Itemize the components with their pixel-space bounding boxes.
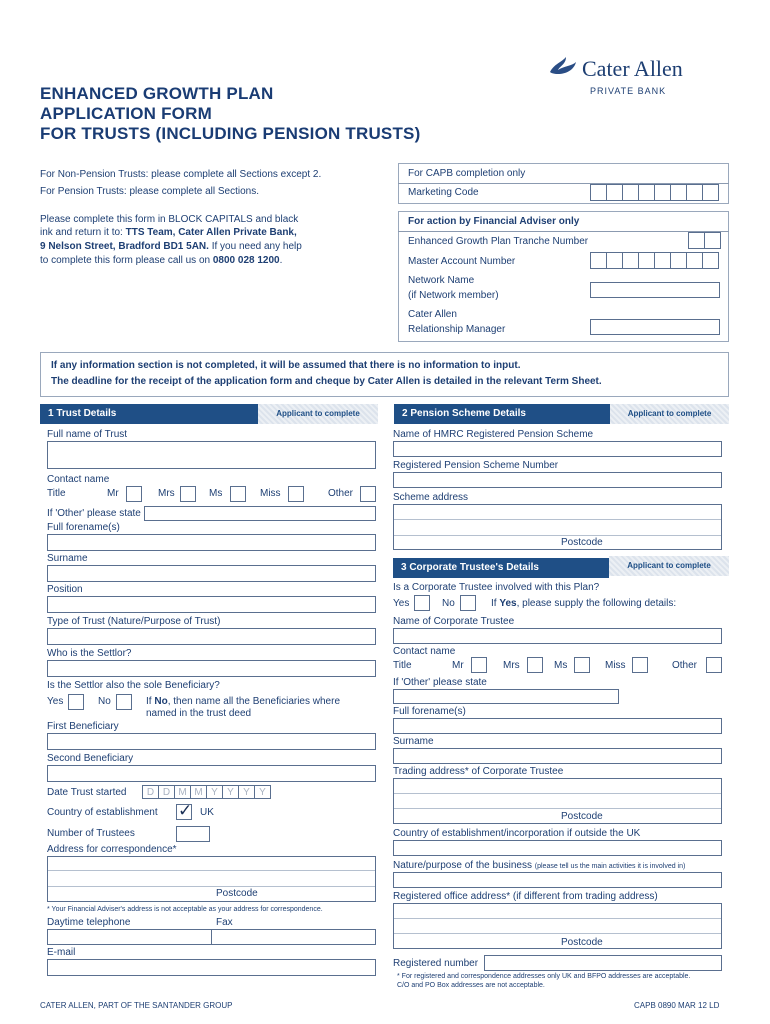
correspondence-label: Address for correspondence*	[47, 844, 177, 855]
if-other-label: If 'Other' please state	[47, 508, 141, 519]
if-no-label: If No, then name all the Beneficiaries where	[146, 696, 341, 707]
intro-p1: Please complete this form in BLOCK CAPITALS and black	[40, 214, 299, 225]
corp-forenames-label: Full forename(s)	[393, 706, 466, 717]
logo	[548, 54, 728, 100]
corp-forenames-field[interactable]	[393, 718, 722, 734]
date-cell: M	[174, 785, 191, 799]
corp-surname-label: Surname	[393, 736, 434, 747]
section1-applicant-badge: Applicant to complete	[258, 404, 378, 424]
surname-label: Surname	[47, 553, 88, 564]
corp-surname-field[interactable]	[393, 748, 722, 764]
section3-applicant-badge: Applicant to complete	[609, 556, 729, 576]
date-started-label: Date Trust started	[47, 787, 127, 798]
mr-label: Mr	[107, 488, 119, 499]
corp-yes-checkbox[interactable]	[414, 595, 430, 611]
scheme-number-field[interactable]	[393, 472, 722, 488]
settlor-label: Who is the Settlor?	[47, 648, 132, 659]
sole-no-label: No	[98, 696, 111, 707]
trading-postcode-label: Postcode	[561, 811, 603, 822]
scheme-address-field[interactable]	[393, 504, 722, 550]
other-checkbox[interactable]	[360, 486, 376, 502]
scheme-postcode-label: Postcode	[561, 537, 603, 548]
marketing-code-label: Marketing Code	[408, 187, 479, 198]
logo-name: Cater Allen	[582, 56, 683, 81]
corp-name-label: Name of Corporate Trustee	[393, 616, 515, 627]
trust-name-field[interactable]	[47, 441, 376, 469]
corp-miss-label: Miss	[605, 660, 626, 671]
ms-checkbox[interactable]	[230, 486, 246, 502]
section2-applicant-badge: Applicant to complete	[610, 404, 729, 424]
date-cell: Y	[254, 785, 271, 799]
trust-name-label: Full name of Trust	[47, 429, 128, 440]
email-field[interactable]	[47, 959, 376, 976]
capb-heading: For CAPB completion only	[408, 168, 526, 179]
sole-yes-label: Yes	[47, 696, 64, 707]
corp-footnote-1: * For registered and correspondence addresses only UK and BFPO addresses are acceptable.	[397, 973, 691, 980]
footer-left: CATER ALLEN, PART OF THE SANTANDER GROUP	[40, 1001, 233, 1010]
second-beneficiary-label: Second Beneficiary	[47, 753, 134, 764]
country-incorporation-field[interactable]	[393, 840, 722, 856]
hmrc-field[interactable]	[393, 441, 722, 457]
tranche-field[interactable]	[688, 232, 722, 249]
network-label-2: (if Network member)	[408, 290, 499, 301]
notice-line1: If any information section is not completed, it will be assumed that there is no information to input.	[51, 360, 521, 371]
flame-icon	[548, 56, 578, 80]
scheme-address-label: Scheme address	[393, 492, 469, 503]
address-footnote: * Your Financial Adviser's address is not acceptable as your address for correspondence.	[47, 906, 323, 913]
date-cell: D	[158, 785, 175, 799]
trading-address-field[interactable]	[393, 778, 722, 824]
date-cell: M	[190, 785, 207, 799]
date-cell: Y	[238, 785, 255, 799]
title-label: Title	[47, 488, 66, 499]
position-field[interactable]	[47, 596, 376, 613]
contact-name-label: Contact name	[47, 474, 110, 485]
corp-no-label: No	[442, 598, 455, 609]
master-account-label: Master Account Number	[408, 256, 516, 267]
date-started-field[interactable]	[142, 785, 278, 799]
country-label: Country of establishment	[47, 807, 158, 818]
intro-p2: ink and return it to: TTS Team, Cater Allen Private Bank,	[40, 227, 297, 238]
trust-type-label: Type of Trust (Nature/Purpose of Trust)	[47, 616, 221, 627]
notice-line2: The deadline for the receipt of the application form and cheque by Cater Allen is detailed in the relevant Term Sheet.	[51, 376, 602, 387]
first-beneficiary-label: First Beneficiary	[47, 721, 119, 732]
rm-field[interactable]	[590, 319, 720, 335]
country-incorporation-label: Country of establishment/incorporation if outside the UK	[393, 828, 641, 839]
logo-sub: PRIVATE BANK	[590, 86, 667, 96]
master-account-field[interactable]	[590, 252, 722, 269]
position-label: Position	[47, 584, 83, 595]
trading-address-label: Trading address* of Corporate Trustee	[393, 766, 564, 777]
reg-office-field[interactable]	[393, 903, 722, 949]
corp-miss-checkbox[interactable]	[632, 657, 648, 673]
scheme-number-label: Registered Pension Scheme Number	[393, 460, 559, 471]
intro-line2: For Pension Trusts: please complete all Sections.	[40, 186, 260, 197]
if-no-label-2: named in the trust deed	[146, 708, 252, 719]
corp-mrs-checkbox[interactable]	[527, 657, 543, 673]
sole-no-checkbox[interactable]	[116, 694, 132, 710]
corp-mrs-label: Mrs	[503, 660, 520, 671]
mr-checkbox[interactable]	[126, 486, 142, 502]
date-cell: Y	[206, 785, 223, 799]
rm-label-2: Relationship Manager	[408, 324, 506, 335]
forenames-label: Full forename(s)	[47, 522, 120, 533]
reg-number-field[interactable]	[484, 955, 722, 971]
network-field[interactable]	[590, 282, 720, 298]
corp-contact-label: Contact name	[393, 646, 456, 657]
corp-if-other-field[interactable]	[393, 689, 619, 704]
fax-label: Fax	[216, 917, 233, 928]
if-other-field[interactable]	[144, 506, 376, 521]
corp-other-label: Other	[672, 660, 698, 671]
corp-mr-label: Mr	[452, 660, 464, 671]
if-yes-label: If Yes, please supply the following details:	[491, 598, 677, 609]
adviser-heading: For action by Financial Adviser only	[408, 216, 580, 227]
settlor-field[interactable]	[47, 660, 376, 677]
forenames-field[interactable]	[47, 534, 376, 551]
corp-other-checkbox[interactable]	[706, 657, 722, 673]
intro-p4: to complete this form please call us on 0800 028 1200.	[40, 255, 283, 266]
tranche-label: Enhanced Growth Plan Tranche Number	[408, 236, 589, 247]
footer-right: CAPB 0890 MAR 12 LD	[634, 1001, 720, 1010]
notice-panel	[40, 352, 729, 397]
nature-field[interactable]	[393, 872, 722, 888]
corporate-involved-label: Is a Corporate Trustee involved with this Plan?	[393, 582, 600, 593]
nature-label: Nature/purpose of the business (please tell us the main activities it is involved in)	[393, 860, 686, 871]
reg-office-postcode-label: Postcode	[561, 937, 603, 948]
ms-label: Ms	[209, 488, 223, 499]
corp-footnote-2: C/O and PO Box addresses are not acceptable.	[397, 982, 545, 989]
date-cell: D	[142, 785, 159, 799]
reg-number-label: Registered number	[393, 958, 479, 969]
section1-header: 1 Trust Details	[40, 404, 258, 424]
other-label: Other	[328, 488, 354, 499]
miss-checkbox[interactable]	[288, 486, 304, 502]
email-label: E-mail	[47, 947, 76, 958]
intro-p3: 9 Nelson Street, Bradford BD1 5AN. If you need any help	[40, 241, 302, 252]
num-trustees-field[interactable]	[176, 826, 210, 842]
first-beneficiary-field[interactable]	[47, 733, 376, 750]
surname-field[interactable]	[47, 565, 376, 582]
sole-yes-checkbox[interactable]	[68, 694, 84, 710]
corp-ms-checkbox[interactable]	[574, 657, 590, 673]
checkmark-icon: ✓	[178, 801, 193, 820]
miss-label: Miss	[260, 488, 281, 499]
intro-line1: For Non-Pension Trusts: please complete all Sections except 2.	[40, 169, 322, 180]
corp-no-checkbox[interactable]	[460, 595, 476, 611]
mrs-label: Mrs	[158, 488, 175, 499]
sole-beneficiary-label: Is the Settlor also the sole Beneficiary?	[47, 680, 220, 691]
page-title: ENHANCED GROWTH PLAN APPLICATION FORM FOR TRUSTS (INCLUDING PENSION TRUSTS)	[40, 84, 421, 143]
corp-yes-label: Yes	[393, 598, 410, 609]
network-label: Network Name	[408, 275, 475, 286]
uk-label: UK	[200, 807, 214, 818]
section2-header: 2 Pension Scheme Details	[394, 404, 610, 424]
reg-office-label: Registered office address* (if different from trading address)	[393, 891, 658, 902]
trust-type-field[interactable]	[47, 628, 376, 645]
hmrc-label: Name of HMRC Registered Pension Scheme	[393, 429, 594, 440]
corp-ms-label: Ms	[554, 660, 568, 671]
mrs-checkbox[interactable]	[180, 486, 196, 502]
date-cell: Y	[222, 785, 239, 799]
second-beneficiary-field[interactable]	[47, 765, 376, 782]
marketing-code-field[interactable]	[590, 184, 722, 201]
postcode-label: Postcode	[216, 888, 258, 899]
corp-mr-checkbox[interactable]	[471, 657, 487, 673]
daytime-phone-label: Daytime telephone	[47, 917, 131, 928]
corp-if-other-label: If 'Other' please state	[393, 677, 487, 688]
section3-header: 3 Corporate Trustee's Details	[393, 558, 609, 578]
correspondence-field[interactable]	[47, 856, 376, 902]
corp-name-field[interactable]	[393, 628, 722, 644]
rm-label: Cater Allen	[408, 309, 457, 320]
corp-title-label: Title	[393, 660, 412, 671]
num-trustees-label: Number of Trustees	[47, 828, 135, 839]
